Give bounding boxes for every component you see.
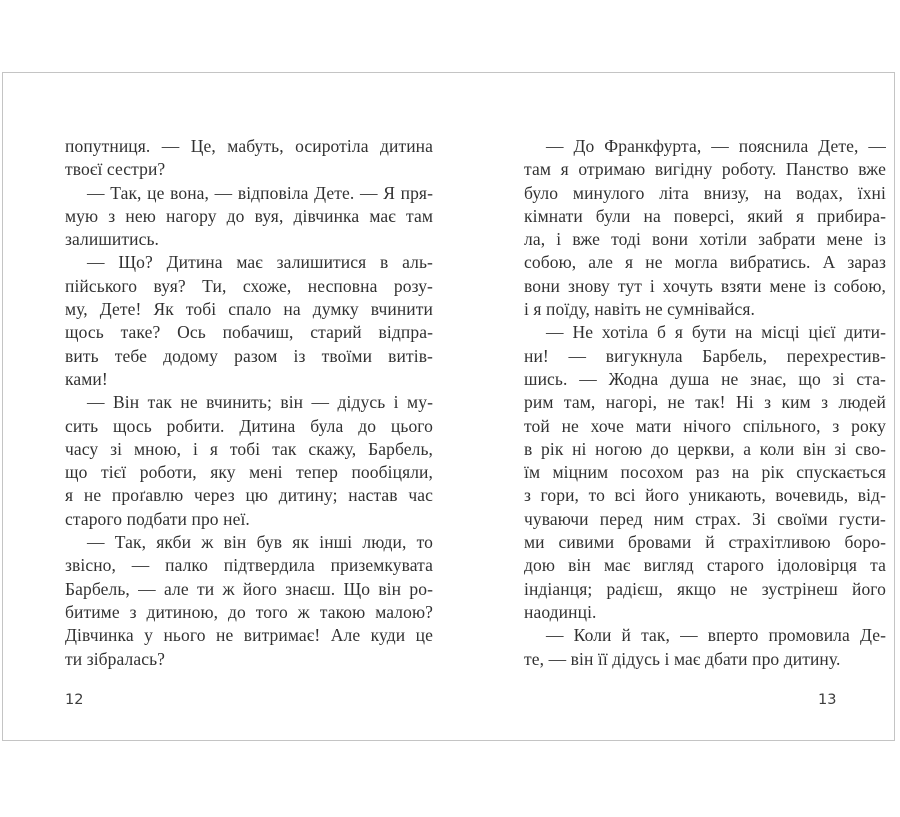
text-line: вить тебе додому разом із твоїми витів- bbox=[65, 345, 433, 366]
paragraph bbox=[65, 251, 433, 391]
paragraph bbox=[524, 624, 886, 671]
text-line: часу зі мною, і я тобі так скажу, Барбель, bbox=[65, 438, 433, 459]
text-line: що тієї роботи, яку мені тепер пообіцяли, bbox=[65, 462, 433, 483]
text-line: ни! — вигукнула Барбель, перехрестив- bbox=[524, 345, 886, 366]
text-line: було минулого літа внизу, на водах, їхні bbox=[524, 182, 886, 203]
text-line: — Так, це вона, — відповіла Дете. — Я пря- bbox=[87, 182, 433, 203]
text-line: звісно, — палко підтвердила приземкувата bbox=[65, 555, 433, 576]
paragraph bbox=[524, 135, 886, 321]
text-line: там я отримаю вигідну роботу. Панство вже bbox=[524, 159, 886, 180]
text-line: — До Франкфурта, — пояснила Дете, — bbox=[546, 136, 886, 156]
text-line: щось таке? Ось побачиш, старий відпра- bbox=[65, 322, 433, 343]
text-line: Барбель, — але ти ж його знаєш. Що він ро- bbox=[65, 578, 433, 599]
text-line: дою він має вигляд старого ідоловірця та bbox=[524, 555, 886, 576]
text-line: — Він так не вчинить; він — дідусь і му- bbox=[87, 392, 433, 413]
text-line: пійського вуя? Ти, схоже, несповна розу- bbox=[65, 275, 433, 296]
text-line: ми сивими бровами й страхітливою боро- bbox=[524, 532, 886, 553]
text-line: сить щось робити. Дитина була до цього bbox=[65, 415, 433, 436]
page-number-left: 12 bbox=[65, 692, 84, 708]
text-line: — Так, якби ж він був як інші люди, то bbox=[87, 532, 433, 553]
right-page-text bbox=[524, 135, 886, 671]
text-line: чуваючи перед ним страх. Зі своїми густи- bbox=[524, 508, 886, 529]
text-line: індіанця; радієш, якщо не зустрінеш його bbox=[524, 578, 886, 599]
text-line: ла, і вже тоді вони хотіли забрати мене із bbox=[524, 229, 886, 250]
text-line: собою, але я не могла вибратись. А зараз bbox=[524, 252, 886, 273]
text-line: і я поїду, навіть не сумнівайся. bbox=[524, 299, 755, 320]
text-line: му, Дете! Як тобі спало на думку вчинити bbox=[65, 299, 433, 320]
text-line: в рік ні ногою до церкви, а коли він зі сво- bbox=[524, 438, 886, 459]
text-line: кімнати були на поверсі, який я прибира- bbox=[524, 205, 886, 226]
text-line: — Не хотіла б я бути на місці цієї дити- bbox=[546, 322, 886, 343]
text-line: залишитись. bbox=[65, 229, 160, 250]
text-line: ками! bbox=[65, 368, 108, 389]
paragraph bbox=[65, 135, 433, 182]
text-line: попутниця. — Це, мабуть, осиротіла дитина bbox=[65, 136, 433, 156]
text-line: — Що? Дитина має залишитися в аль- bbox=[87, 252, 433, 273]
paragraph bbox=[65, 531, 433, 671]
text-line: вони знову тут і хочуть взяти мене із собою, bbox=[524, 275, 886, 296]
paragraph bbox=[524, 321, 886, 624]
text-line: той не хоче мати нічого спільного, з року bbox=[524, 415, 886, 436]
text-line: з гори, то всі його уникають, вочевидь, від- bbox=[524, 485, 886, 506]
paragraph bbox=[65, 391, 433, 531]
left-page-text bbox=[65, 135, 433, 671]
text-line: те, — він її дідусь і має дбати про дитину. bbox=[524, 648, 841, 669]
text-line: — Коли й так, — вперто промовила Де- bbox=[546, 625, 886, 646]
text-line: мую з нею нагору до вуя, дівчинка має там bbox=[65, 205, 433, 226]
text-line: старого подбати про неї. bbox=[65, 508, 250, 529]
text-line: їм міцним посохом раз на рік спускається bbox=[524, 462, 886, 483]
text-line: твоєї сестри? bbox=[65, 159, 166, 180]
text-line: рим там, нагорі, не так! Ні з ким з людей bbox=[524, 392, 886, 413]
text-line: шись. — Жодна душа не знає, що зі ста- bbox=[524, 368, 886, 389]
text-line: я не проґавлю через цю дитину; настав час bbox=[65, 485, 433, 506]
paragraph bbox=[65, 182, 433, 252]
text-line: битиме з дитиною, до того ж такою малою? bbox=[65, 601, 433, 622]
page-number-right: 13 bbox=[818, 692, 837, 708]
text-line: Дівчинка у нього не витримає! Але куди це bbox=[65, 625, 433, 646]
text-line: наодинці. bbox=[524, 601, 597, 622]
text-line: ти зібралась? bbox=[65, 648, 166, 669]
